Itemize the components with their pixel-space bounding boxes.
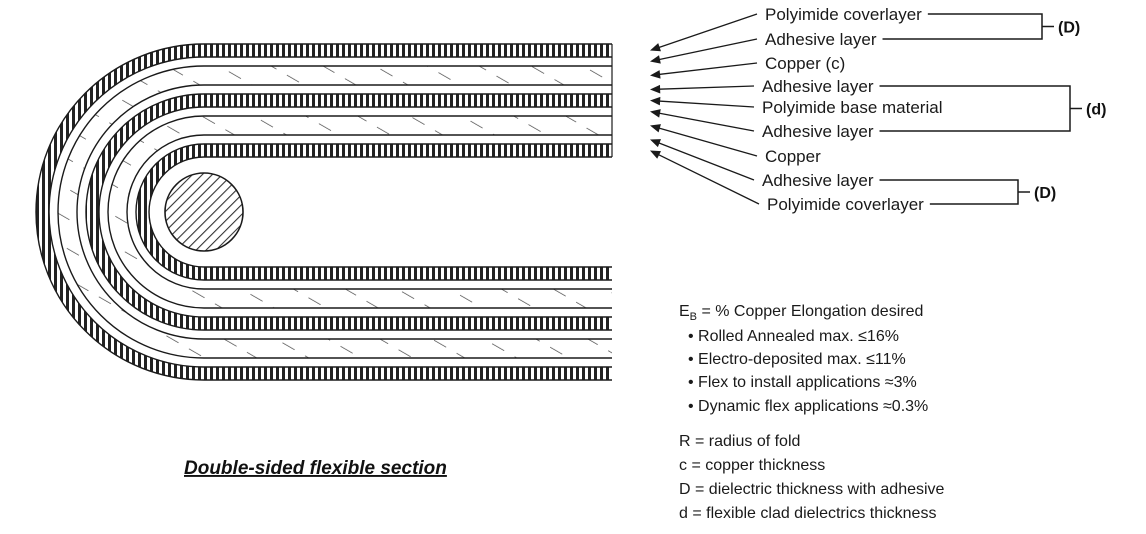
leader-line	[659, 86, 754, 89]
layer-label: Polyimide base material	[762, 98, 943, 117]
definition-line: d = flexible clad dielectrics thickness	[679, 505, 937, 522]
group-label: (d)	[1086, 101, 1107, 119]
layer-label: Copper	[765, 147, 821, 166]
leader-line	[659, 113, 754, 131]
group-label: (D)	[1034, 185, 1057, 202]
leader-arrowhead	[650, 43, 661, 51]
layer-label: Polyimide coverlayer	[767, 195, 924, 214]
layer-label: Copper (c)	[765, 54, 846, 73]
leader-arrowhead	[650, 70, 661, 79]
elongation-heading: $E_B$ = % Copper Elongation desired	[679, 303, 924, 323]
elongation-item: • Electro-deposited max. ≤11%	[688, 351, 906, 368]
definition-line: R = radius of fold	[679, 433, 801, 450]
leader-arrowhead	[650, 124, 661, 132]
layer-label: Adhesive layer	[762, 122, 874, 141]
definition-line: c = copper thickness	[679, 457, 826, 474]
fold-mandrel	[165, 173, 243, 251]
elongation-item: • Rolled Annealed max. ≤16%	[688, 328, 899, 345]
leader-arrowhead	[650, 97, 660, 106]
layer-label: Adhesive layer	[765, 30, 877, 49]
leader-arrowhead	[650, 109, 661, 117]
elongation-item: • Flex to install applications ≈3%	[688, 374, 917, 391]
layer-label: Polyimide coverlayer	[765, 5, 922, 24]
definition-line: D = dielectric thickness with adhesive	[679, 481, 945, 498]
leader-arrowhead	[650, 139, 661, 147]
layer-labels	[650, 5, 942, 214]
leader-line	[659, 128, 757, 156]
layer-label: Adhesive layer	[762, 171, 874, 190]
layer-label: Adhesive layer	[762, 77, 874, 96]
leader-line	[659, 63, 757, 74]
diagram-caption: Double-sided flexible section	[184, 458, 447, 479]
elongation-notes	[679, 303, 928, 415]
group-label: (D)	[1058, 19, 1081, 37]
elongation-item: • Dynamic flex applications ≈0.3%	[688, 398, 929, 415]
leader-arrowhead	[650, 55, 661, 63]
symbol-definitions	[679, 433, 945, 522]
leader-line	[659, 101, 754, 107]
leader-arrowhead	[650, 85, 660, 94]
